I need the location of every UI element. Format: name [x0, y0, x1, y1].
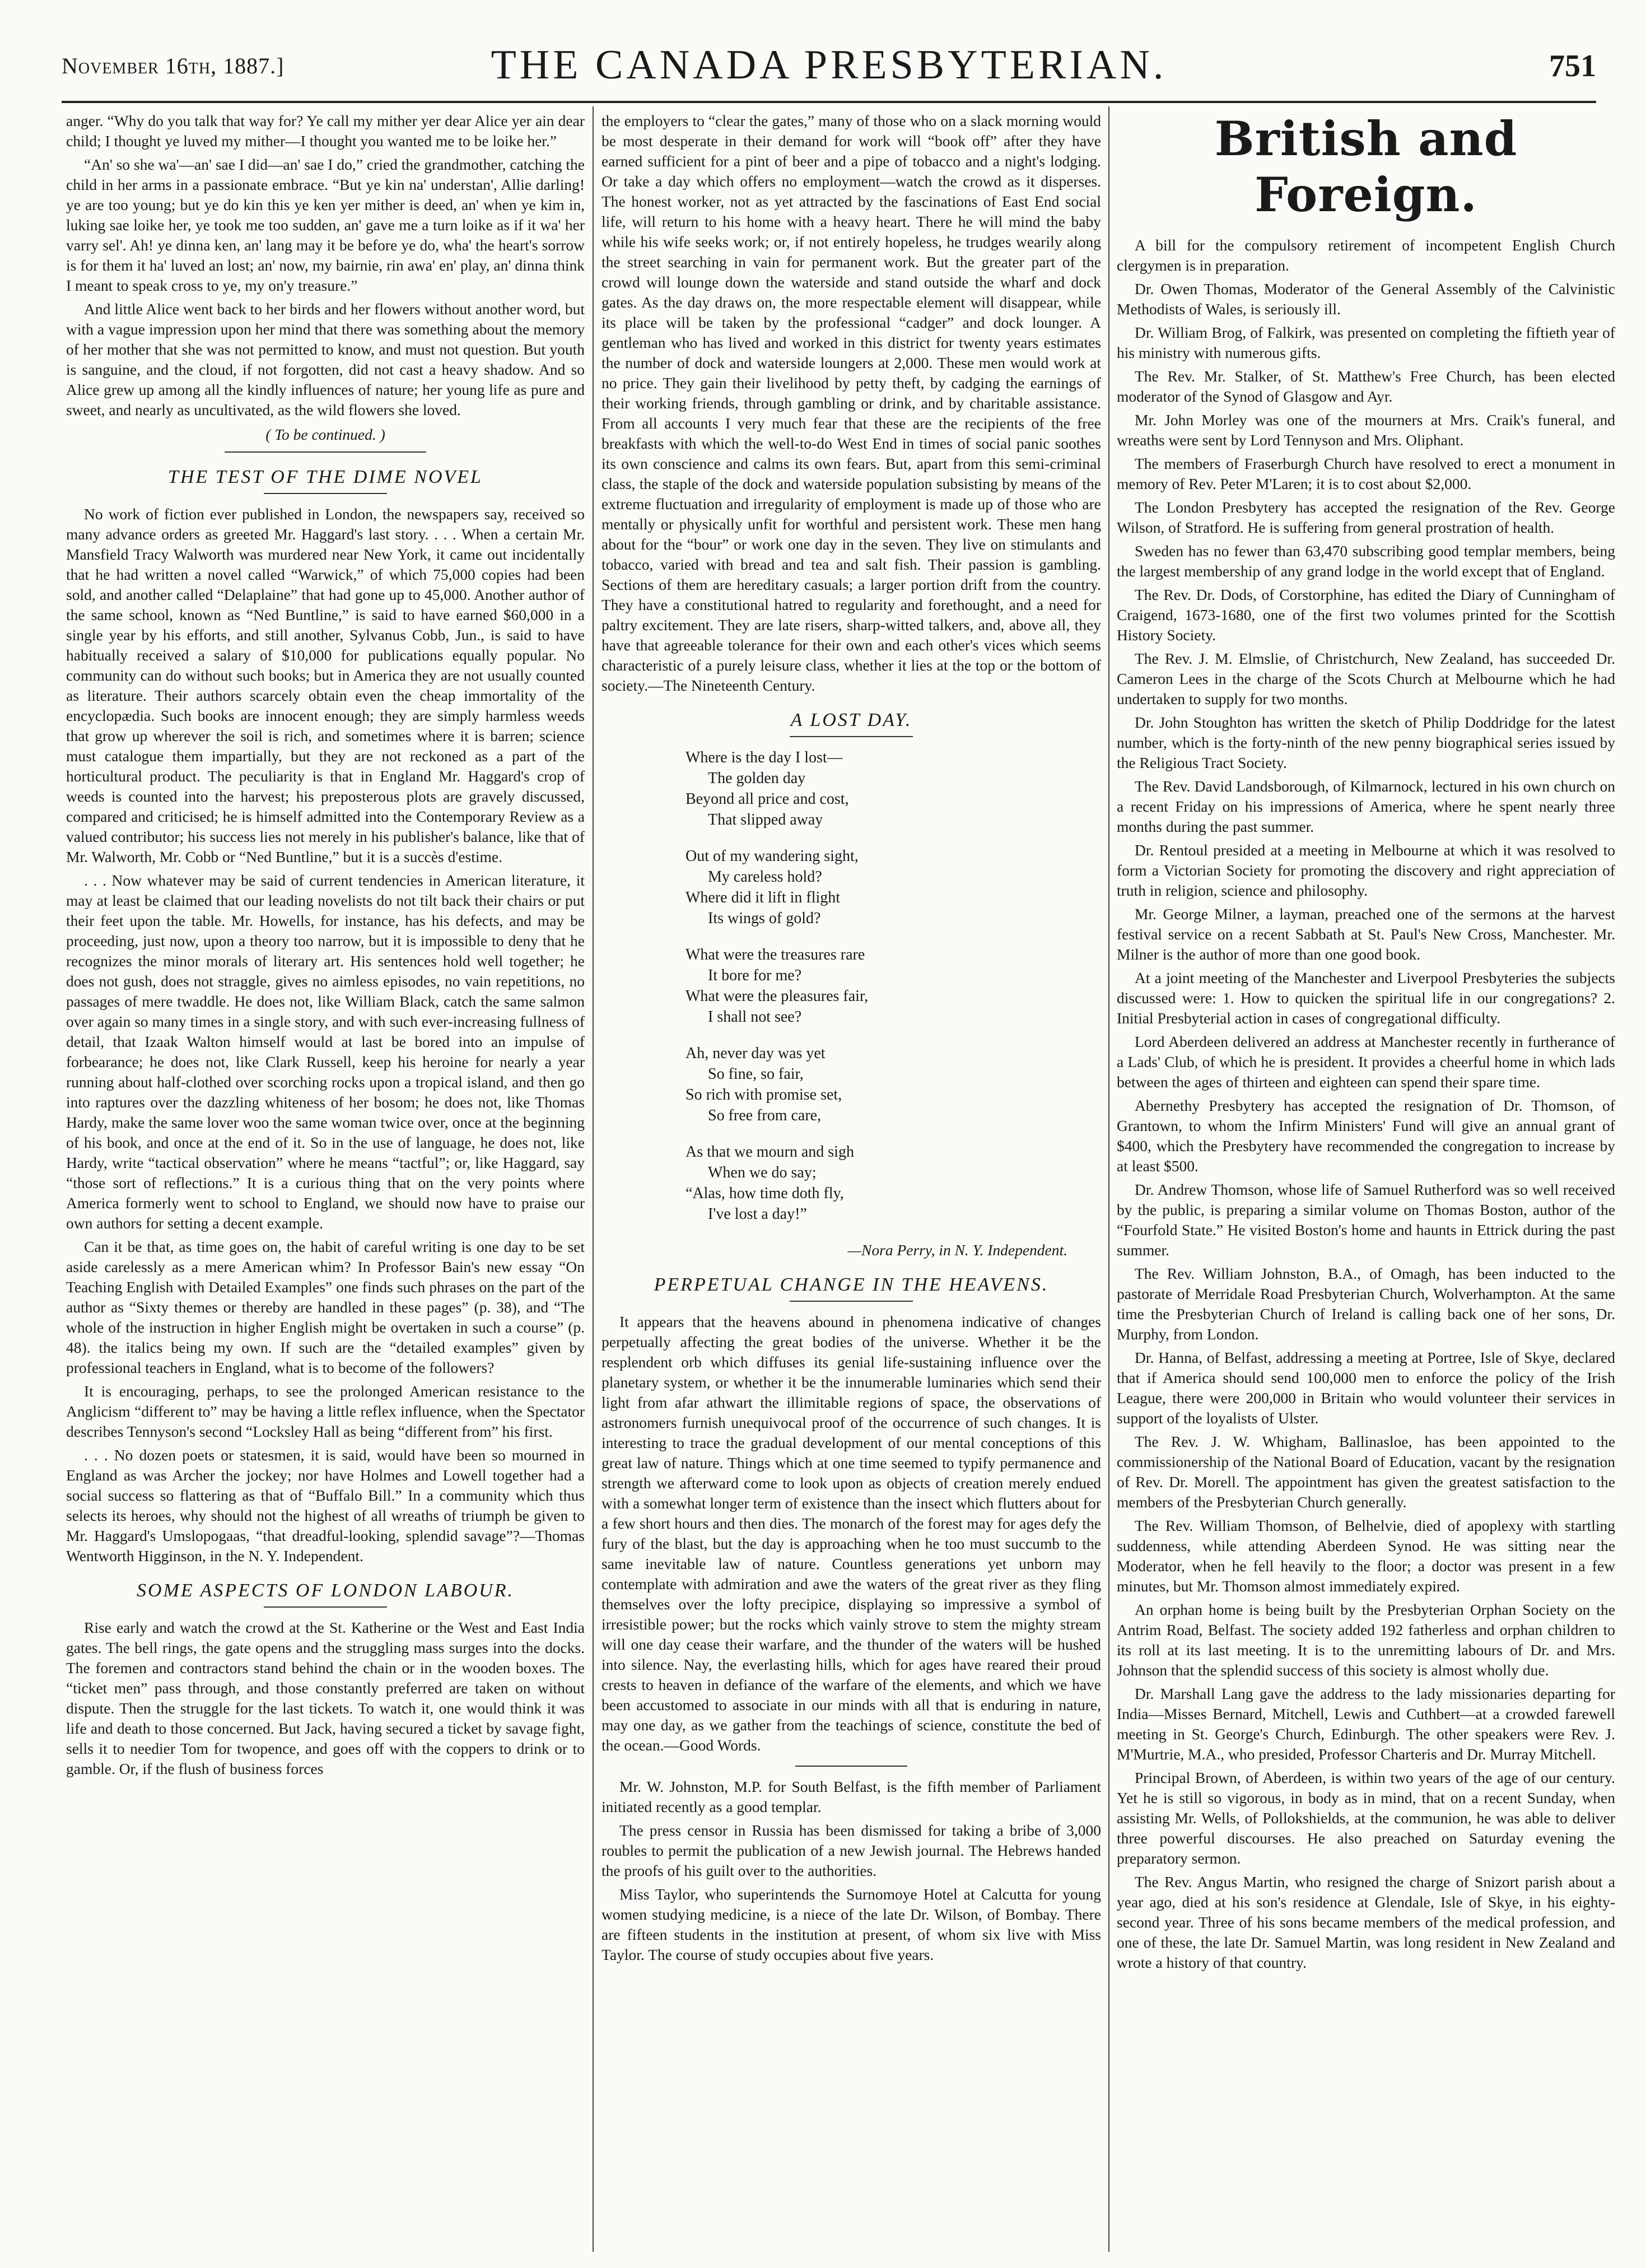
page-header: [62, 34, 1596, 103]
poem-line: Out of my wandering sight,: [686, 847, 859, 865]
news-item: Abernethy Presbytery has accepted the resignation of Dr. Thomson, of Grantown, to whom the Infirm Ministers' Fund will give an annual grant of $400, which the Presbytery have recommended the congregation to increase by at least $500.: [1117, 1097, 1615, 1175]
news-item: The press censor in Russia has been dismissed for taking a bribe of 3,000 roubles to permit the publication of a new Jewish journal. The Hebrews handed the proofs of his guilt over to the authorities.: [601, 1822, 1101, 1879]
article-title-london-labour: SOME ASPECTS OF LONDON LABOUR.: [66, 1581, 585, 1608]
poem-line: Ah, never day was yet: [686, 1045, 826, 1062]
paragraph: anger. “Why do you talk that way for? Ye call my mither yer dear Alice yer ain dear child; I thought ye luved my mither—I thought you wanted me to be loike her.”: [66, 112, 585, 150]
page-number: 751: [1549, 49, 1596, 83]
news-item: Dr. William Brog, of Falkirk, was presented on completing the fiftieth year of his ministry with numerous gifts.: [1117, 324, 1615, 361]
news-item: Mr. John Morley was one of the mourners at Mrs. Craik's funeral, and wreaths were sent by Lord Tennyson and Mrs. Oliphant.: [1117, 411, 1615, 449]
poem-byline: —Nora Perry, in N. Y. Independent.: [847, 1241, 1067, 1259]
poem-line: “Alas, how time doth fly,: [686, 1185, 844, 1202]
news-item: Miss Taylor, who superintends the Surnomoye Hotel at Calcutta for young women studying medicine, is a niece of the late Dr. Wilson, of Bombay. There are fifteen students in the institution at present, of whom six live with Miss Taylor. The course of study occupies about five years.: [601, 1885, 1101, 1963]
poem-lost-day: [686, 747, 1101, 1224]
news-item: A bill for the compulsory retirement of incompetent English Church clergymen is in preparation.: [1117, 236, 1615, 274]
paragraph: . . . Now whatever may be said of current tendencies in American literature, it may at least be claimed that our leading novelists do not tilt back their chairs or put their feet upon the table. Mr. Howells, for instance, has his defects, and may be proceeding, just now, upon a theory too narrow, but it is impossible to deny that he recognizes the minor morals of literary art. His sentences hold well together; he does not gush, does not straggle, gives no aimless episodes, no vain repetitions, no passages of mere twaddle. He does not, like William Black, catch the same salmon over again so many times in a single story, and with such ever-increasing fullness of detail, that Izaak Walton himself would at last be bored into an impulse of forbearance; he does not, like Clark Russell, keep his heroine for nearly a year running about half-clothed over scorching rocks upon a tropical island, and then go into raptures over the dazzling whiteness of her bosom; he does not, like Thomas Hardy, make the same lover woo the same woman twice over, once at the beginning of his book, and once at the end of it. So in the use of language, he does not, like Hardy, write “tactical observation” where he means “tactful”; or, like Haggard, say “those sort of reflections.” It is a curious thing that on the very points where America formerly went to school to England, we should now have to praise our own authors for setting a decent example.: [66, 872, 585, 1232]
paragraph: It appears that the heavens abound in phenomena indicative of changes perpetually affecting the great bodies of the universe. Whether it be the resplendent orb which diffuses its genial life-sustaining influence over the planetary system, or whether it be the innumerable luminaries which send their light from afar athwart the illimitable regions of space, the observations of astronomers furnish unequivocal proof of the occurrence of such changes. It is interesting to trace the gradual development of our mental conceptions of this great law of nature. Things which at one time seemed to typify permanence and strength we afterward come to look upon as objects of creation merely endued with a somewhat longer term of existence than the insect which flutters about for a few short hours and then dies. The monarch of the forest may for ages defy the fury of the blast, but the day is approaching when he too must succumb to the same inevitable law of nature. Countless generations yet unborn may contemplate with admiration and awe the waters of the great river as they fling themselves over the lofty precipice, displaying so impressive a symbol of irresistible power; but the rocks which vainly strove to stem the mighty stream will one day cease their warfare, and the thunder of the waters will be hushed into silence. Nay, the everlasting hills, which for ages have reared their proud crests to heaven in defiance of the warfare of the elements, and which we have been accustomed to associate in our minds with all that is enduring in nature, may one day, as we gather from the teachings of science, constitute the bed of the ocean.—Good Words.: [601, 1313, 1101, 1754]
news-item: Principal Brown, of Aberdeen, is within two years of the age of our century. Yet he is still so vigorous, in body as in mind, that on a recent Sunday, when assisting Mr. Wells, of Pollokshields, at the communion, he was able to deliver three powerful discourses. He also preached on Saturday evening the preparatory sermon.: [1117, 1769, 1615, 1867]
to-be-continued: ( To be continued. ): [66, 425, 585, 453]
news-item: Dr. Owen Thomas, Moderator of the General Assembly of the Calvinistic Methodists of Wales, is seriously ill.: [1117, 280, 1615, 318]
news-item: Lord Aberdeen delivered an address at Manchester recently in furtherance of a Lads' Club, of which he is president. It provides a cheerful home in which lads between the ages of thirteen and eighteen can spend their spare time.: [1117, 1033, 1615, 1091]
news-item: Dr. Rentoul presided at a meeting in Melbourne at which it was resolved to form a Victorian Society for promoting the discovery and right appreciation of truth in religion, science and philosophy.: [1117, 841, 1615, 899]
poem-line: I've lost a day!”: [708, 1205, 807, 1223]
poem-line: It bore for me?: [708, 967, 802, 984]
news-item: The Rev. William Thomson, of Belhelvie, died of apoplexy with startling suddenness, while attending Aberdeen Synod. He was sitting near the Moderator, when he fell heavily to the floor; a doctor was present in a few minutes, but Mr. Thomson almost immediately expired.: [1117, 1517, 1615, 1595]
paragraph: “An' so she wa'—an' sae I did—an' sae I do,” cried the grandmother, catching the child in her arms in a passionate embrace. “But ye kin na' understan', Allie darling! ye are too young; but ye do kin this ye ken yer mither is deed, an' when ye kim in, luking sae loike her, ye took me too sudden, an' gave me a turn loike as if it wa' her varry sel'. Ah! ye dinna ken, an' lang may it be before ye do, wha' the heart's sorrow is for them it ha' luved an lost; an' now, my bairnie, rin awa' en' play, an' dinna think I meant to speak cross to ye, my on'y treasure.”: [66, 156, 585, 294]
paragraph: It is encouraging, perhaps, to see the prolonged American resistance to the Anglicism “different to” may be having a little reflex influence, when the Spectator describes Tennyson's second “Locksley Hall as being “different from” his first.: [66, 1382, 585, 1440]
news-item: An orphan home is being built by the Presbyterian Orphan Society on the Antrim Road, Belfast. The society added 192 fatherless and orphan children to its roll at its last meeting. It is to the unremitting labours of Dr. and Mrs. Johnson that the splendid success of this society is almost wholly due.: [1117, 1601, 1615, 1679]
news-item: Mr. George Milner, a layman, preached one of the sermons at the harvest festival service on a recent Sabbath at St. Paul's New Cross, Manchester. Mr. Milner is the author of more than one good book.: [1117, 905, 1615, 963]
news-items: [601, 1777, 1101, 1965]
section-title-british-foreign: British and Foreign.: [1214, 111, 1518, 222]
poem-line: My careless hold?: [708, 868, 822, 886]
news-item: The Rev. David Landsborough, of Kilmarnock, lectured in his own church on a recent Friday on his impressions of America, where he spent nearly three months during the past summer.: [1117, 777, 1615, 835]
poem-line: The golden day: [708, 770, 806, 787]
column-2: [601, 111, 1101, 2251]
column-1: [66, 111, 585, 2251]
news-item: The Rev. J. M. Elmslie, of Christchurch, New Zealand, has succeeded Dr. Cameron Lees in the charge of the Scots Church at Melbourne which he had undertaken to supply for two months.: [1117, 650, 1615, 707]
article-heavens: [601, 1312, 1101, 1755]
paragraph: . . . No dozen poets or statesmen, it is said, would have been so mourned in England as was Archer the jockey; nor have Holmes and Lowell together had a social success so flattering as that of “Buffalo Bill.” In a community which thus selects its heroes, why should not the highest of all wreaths of triumph be given to Mr. Haggard's Umslopogaas, “that dreadful-looking, splendid savage”?—Thomas Wentworth Higginson, in the N. Y. Independent.: [66, 1446, 585, 1564]
column-3: [1117, 111, 1615, 2251]
article-london-labour: [66, 1618, 585, 1779]
poem-line: When we do say;: [708, 1164, 817, 1181]
poem-stanza: [686, 747, 1101, 830]
news-item: At a joint meeting of the Manchester and Liverpool Presbyteries the subjects discussed were: 1. How to quicken the spiritual life in our congregations? 2. Initial Presbyterial action in cases of congregational difficulty.: [1117, 969, 1615, 1027]
story-continuation: [66, 111, 585, 420]
paragraph: And little Alice went back to her birds and her flowers without another word, but with a vague impression upon her mind that there was something about the memory of her mother that she was not permitted to know, and must not question. But youth is sanguine, and the cloud, if not forgotten, did not cast a heavy shadow. And so Alice grew up among all the kindly influences of nature; her young life as pure and sweet, and nearly as uncultivated, as the wild flowers she loved.: [66, 300, 585, 418]
news-item: Mr. W. Johnston, M.P. for South Belfast, is the fifth member of Parliament initiated recently as a good templar.: [601, 1778, 1101, 1815]
news-item: The Rev. Dr. Dods, of Corstorphine, has edited the Diary of Cunningham of Craigend, 1673-1680, one of the first two volumes printed for the Scottish History Society.: [1117, 586, 1615, 644]
poem-stanza: [686, 944, 1101, 1027]
news-item: The Rev. Mr. Stalker, of St. Matthew's Free Church, has been elected moderator of the Synod of Glasgow and Ayr.: [1117, 367, 1615, 405]
article-dime-novel: [66, 504, 585, 1566]
masthead-title: THE CANADA PRESBYTERIAN.: [491, 42, 1167, 88]
news-item: The Rev. J. W. Whigham, Ballinasloe, has been appointed to the commissionership of the National Board of Education, vacant by the resignation of Rev. Dr. Morell. The appointment has given the greatest satisfaction to the members of the Presbyterian Church generally.: [1117, 1433, 1615, 1511]
poem-line: I shall not see?: [708, 1008, 802, 1026]
poem-title: A LOST DAY.: [601, 710, 1101, 737]
poem-line: Where did it lift in flight: [686, 889, 841, 906]
poem-line: Where is the day I lost—: [686, 749, 843, 766]
column-rule: [1108, 106, 1109, 2252]
news-item: The members of Fraserburgh Church have resolved to erect a monument in memory of Rev. Peter M'Laren; it is to cost about $2,000.: [1117, 455, 1615, 492]
paragraph: No work of fiction ever published in London, the newspapers say, received so many advance orders as greeted Mr. Haggard's last story. . . . When a certain Mr. Mansfield Tracy Walworth was murdered near New York, it came out incidentally that he had written a novel called “Warwick,” of which 75,000 copies had been sold, and another called “Delaplaine” that had gone up to 45,000. Another author of the same school, known as “Ned Buntline,” is said to have earned $60,000 in a single year by his efforts, and still another, Sylvanus Cobb, Jun., is said to have habitually received a salary of $10,000 for publications equally popular. No community can do without such books; but in America they are not usually counted as literature. Their authors scarcely obtain even the cheap immortality of the encyclopædia. Such books are innocent enough; they are simply harmless weeds that grow up wherever the soil is rich, and sometimes where it is barren; science must catalogue them impartially, but they are not reckoned as a part of the horticultural product. The peculiarity is that in England Mr. Haggard's crop of weeds is counted into the harvest; his preposterous plots are gravely discussed, compared and criticised; he is himself admitted into the Contemporary Review as a valued contributor; his success lies not merely in his publisher's balance, like that of Mr. Walworth, Mr. Cobb or “Ned Buntline,” but it is a succès d'estime.: [66, 505, 585, 865]
news-item: The Rev. Angus Martin, who resigned the charge of Snizort parish about a year ago, died at his son's residence at Glendale, Isle of Skye, in his eighty-second year. Three of his sons became members of the medical profession, and one of these, the late Dr. Samuel Martin, was long resident in New Zealand and wrote a history of that country.: [1117, 1873, 1615, 1971]
poem-line: What were the treasures rare: [686, 946, 865, 963]
poem-stanza: [686, 1142, 1101, 1224]
poem-line: That slipped away: [708, 811, 823, 828]
paragraph: Can it be that, as time goes on, the habit of careful writing is one day to be set aside carelessly as a mere American whim? In Professor Bain's new essay “On Teaching English with Detailed Examples” one finds such phrases on the part of the author as “Sixty themes or thereby are handled in these pages” (p. 38), and “The whole of the instruction in higher English might be overtaken in such a course” (p. 48). the italics being my own. If such are the “detailed examples” given by professional teachers in England, what is to become of the followers?: [66, 1238, 585, 1376]
poem-line: What were the pleasures fair,: [686, 988, 869, 1005]
article-title-heavens: PERPETUAL CHANGE IN THE HEAVENS.: [601, 1275, 1101, 1302]
issue-date: November 16th, 1887.]: [62, 53, 285, 78]
poem-line: So fine, so fair,: [708, 1065, 804, 1083]
article-title-dime-novel: THE TEST OF THE DIME NOVEL: [66, 467, 585, 494]
news-item: Dr. Hanna, of Belfast, addressing a meeting at Portree, Isle of Skye, declared that if America should send 100,000 men to enforce the policy of the Irish League, there were 200,000 in Britain who would volunteer their services in support of the loyalists of Ulster.: [1117, 1349, 1615, 1427]
news-item: Dr. Marshall Lang gave the address to the lady missionaries departing for India—Misses Bernard, Mitchell, Lewis and Cuthbert—at a crowded farewell meeting in St. George's Church, Edinburgh. The other speakers were Rev. J. M'Murtrie, M.A., who presided, Professor Charteris and Dr. Murray Mitchell.: [1117, 1685, 1615, 1763]
british-foreign-items: [1117, 235, 1615, 1973]
news-item: The Rev. William Johnston, B.A., of Omagh, has been inducted to the pastorate of Merridale Road Presbyterian Church, Wolverhampton. At the same time the Presbyterian Church of Ireland is calling back one of her sons, Dr. Murphy, from London.: [1117, 1265, 1615, 1343]
news-item: Sweden has no fewer than 63,470 subscribing good templar members, being the largest membership of any grand lodge in the world except that of England.: [1117, 542, 1615, 580]
poem-line: As that we mourn and sigh: [686, 1143, 854, 1161]
paragraph: the employers to “clear the gates,” many of those who on a slack morning would be most desperate in their demand for work will “book off” after they have earned sufficient for a pint of beer and a pipe of tobacco and a night's lodging. Or take a day which offers no employment—watch the crowd as it disperses. The honest worker, not as yet attracted by the fascinations of East End social life, will return to his home with a heavy heart. There he will mind the baby while his wife seeks work; or, if not entirely hopeless, he trudges wearily along the street searching in vain for permanent work. But the greater part of the crowd will lounge down the waterside and stand outside the wharf and dock gates. As the day draws on, the more respectable element will disappear, while its place will be taken by the professional “cadger” and dock lounger. A gentleman who has lived and worked in this district for twenty years estimates the number of dock and waterside loungers at 2,000. These men would work at no price. They gain their livelihood by petty theft, by cadging the earnings of their working friends, through gambling or drink, and by charitable assistance. From all accounts I very much fear that these are the recipients of the free breakfasts with which the well-to-do West End in times of social panic soothes its own conscience and calms its own fears. But, apart from this semi-criminal class, the staple of the dock and waterside population subsisting by means of the extreme fluctuation and irregularity of employment is made up of those who are mentally or physically unfit for worthful and persistent work. These men hang about for the “bour” or work one day in the seven. They live on stimulants and tobacco, varied with bread and tea and salt fish. Their passion is gambling. Sections of them are hereditary casuals; a larger portion drift from the country. They have a constitutional hatred to regularity and forethought, and a need for paltry excitement. They are late risers, sharp-witted talkers, and, above all, they have that agreeable tolerance for their own and each other's vices which seems characteristic of a purely leisure class, whether it lies at the top or the bottom of society.—The Nineteenth Century.: [601, 112, 1101, 694]
news-item: Dr. Andrew Thomson, whose life of Samuel Rutherford was so well received by the public, is preparing a similar volume on Thomas Boston, author of the “Fourfold State.” He visited Boston's home and haunts in Ettrick during the past summer.: [1117, 1181, 1615, 1259]
poem-line: Its wings of gold?: [708, 910, 821, 927]
section-divider: [795, 1766, 907, 1767]
column-rule: [593, 106, 594, 2252]
paragraph: Rise early and watch the crowd at the St. Katherine or the West and East India gates. The bell rings, the gate opens and the struggling mass surges into the docks. The foremen and contractors stand behind the chain or in the wooden boxes. The “ticket men” pass through, and those constantly preferred are taken on without dispute. Then the struggle for the last tickets. To watch it, one would think it was life and death to those concerned. But Jack, having secured a ticket by savage fight, sells it to needier Tom for twopence, and goes off with the coppers to drink or to gamble. Or, if the flush of business forces: [66, 1619, 585, 1777]
poem-line: Beyond all price and cost,: [686, 790, 849, 808]
news-item: Dr. John Stoughton has written the sketch of Philip Doddridge for the latest number, which is the forty-ninth of the new penny biographical series issued by the Religious Tract Society.: [1117, 714, 1615, 771]
poem-stanza: [686, 1043, 1101, 1126]
poem-line: So free from care,: [708, 1107, 822, 1124]
article-london-labour-continued: [601, 111, 1101, 696]
news-item: The London Presbytery has accepted the resignation of the Rev. George Wilson, of Stratford. He is suffering from general prostration of health.: [1117, 499, 1615, 536]
poem-stanza: [686, 846, 1101, 929]
poem-line: So rich with promise set,: [686, 1086, 842, 1103]
